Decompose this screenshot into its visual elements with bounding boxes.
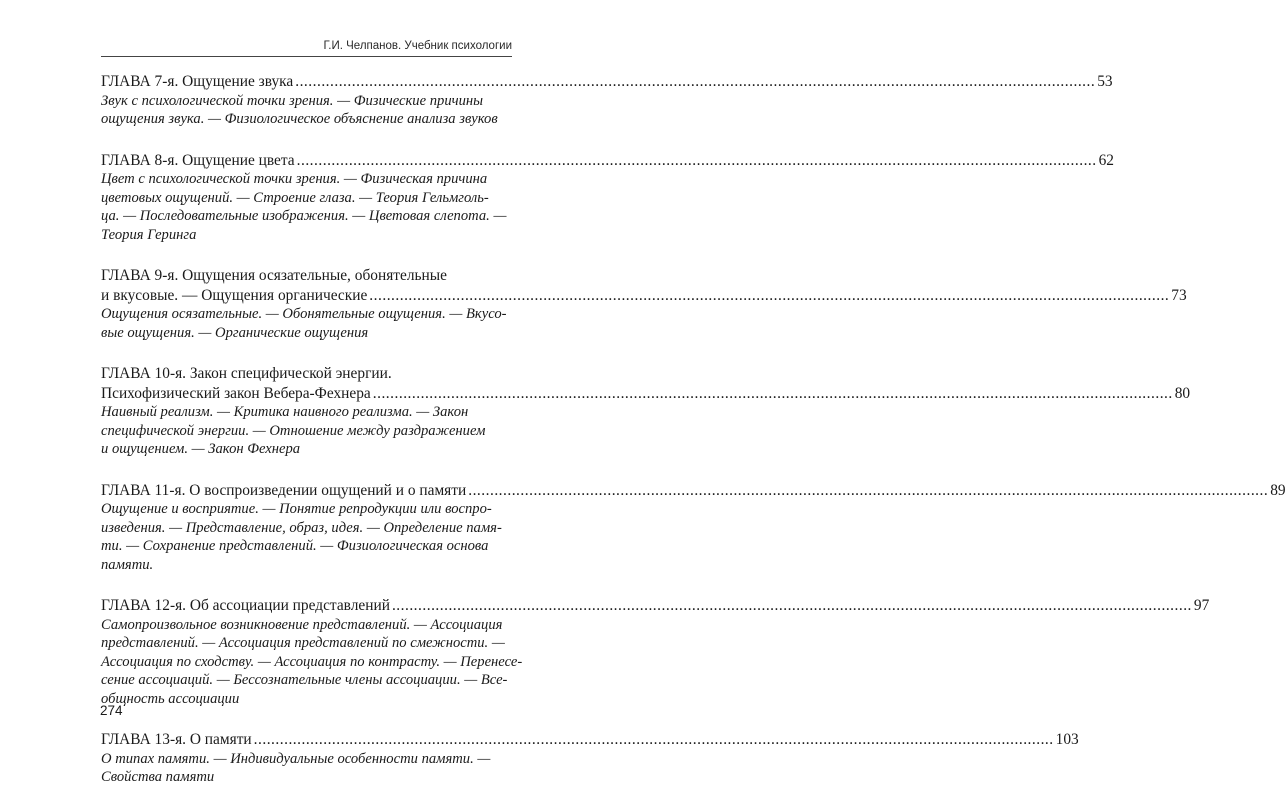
chapter-title — [101, 151, 1114, 171]
toc-entry-chapter-11[interactable] — [101, 481, 1286, 575]
dot-leader: ........................................................................................................................................................................................ — [253, 731, 1054, 748]
toc-entry-chapter-9[interactable] — [101, 266, 1187, 342]
title-line: ГЛАВА 10-я. Закон специфической энергии. — [101, 365, 392, 382]
description-line: памяти. — [101, 556, 154, 573]
description-line: цветовых ощущений. — Строение глаза. — Теория Гельмголь- — [101, 189, 489, 206]
title-line: ГЛАВА 9-я. Ощущения осязательные, обонятельные — [101, 267, 447, 284]
title-leader-line — [101, 286, 1187, 306]
description-line: Ощущение и восприятие. — Понятие репродукции или воспро- — [101, 501, 492, 517]
description-line: Теория Геринга — [101, 226, 197, 243]
dot-leader: ........................................................................................................................................................................................ — [372, 384, 1173, 402]
title-leader-line — [101, 730, 1079, 750]
description-line: специфической энергии. — Отношение между раздражением — [101, 422, 486, 439]
page-ref[interactable]: 80 — [1174, 384, 1191, 402]
toc-entry-chapter-7[interactable] — [101, 72, 1113, 129]
table-of-contents — [101, 72, 1286, 809]
description-line: сение ассоциаций. — Бессознательные члены ассоциации. — Все- — [101, 672, 508, 688]
chapter-title — [101, 364, 1191, 403]
description-line: Цвет с психологической точки зрения. — Физическая причина — [101, 171, 488, 187]
page-number: 274 — [100, 703, 123, 718]
page-ref[interactable]: 97 — [1193, 597, 1210, 614]
chapter-description — [101, 403, 513, 459]
title-line: ГЛАВА 11-я. О воспроизведении ощущений и о памяти — [101, 481, 467, 499]
chapter-description — [101, 750, 513, 787]
title-line: и вкусовые. — Ощущения органические — [101, 286, 368, 304]
chapter-title — [101, 596, 1210, 616]
description-line: и ощущением. — Закон Фехнера — [101, 441, 301, 457]
title-line: ГЛАВА 13-я. О памяти — [101, 731, 252, 748]
chapter-description — [101, 616, 523, 709]
chapter-title — [101, 72, 1113, 92]
page-ref[interactable]: 53 — [1097, 73, 1113, 90]
description-line: общность ассоциации — [101, 690, 240, 707]
chapter-description — [101, 170, 513, 244]
chapter-title — [101, 266, 1187, 305]
description-line: Наивный реализм. — Критика наивного реализма. — Закон — [101, 404, 469, 420]
dot-leader: ........................................................................................................................................................................................ — [296, 151, 1097, 169]
description-line: Свойства памяти — [101, 769, 215, 785]
dot-leader: ........................................................................................................................................................................................ — [295, 73, 1096, 90]
description-line: ти. — Сохранение представлений. — Физиологическая основа — [101, 538, 489, 554]
title-line: Психофизический закон Вебера-Фехнера — [101, 384, 371, 402]
description-line: ца. — Последовательные изображения. — Цветовая слепота. — — [101, 208, 507, 224]
dot-leader: ........................................................................................................................................................................................ — [391, 597, 1192, 614]
title-leader-line — [101, 481, 1286, 501]
title-line: ГЛАВА 7-я. Ощущение звука — [101, 73, 294, 90]
toc-entry-chapter-10[interactable] — [101, 364, 1191, 459]
toc-entry-chapter-13[interactable] — [101, 730, 1079, 787]
description-line: Звук с психологической точки зрения. — Физические причины — [101, 92, 483, 109]
description-line: Ощущения осязательные. — Обонятельные ощущения. — Вкусо- — [101, 306, 507, 322]
toc-entry-chapter-12[interactable] — [101, 596, 1210, 708]
chapter-description — [101, 305, 513, 342]
dot-leader: ........................................................................................................................................................................................ — [369, 286, 1170, 304]
page-ref[interactable]: 103 — [1055, 731, 1079, 748]
title-leader-line — [101, 151, 1114, 171]
chapter-title — [101, 481, 1286, 501]
page-ref[interactable]: 89 — [1270, 481, 1286, 499]
running-head: Г.И. Челпанов. Учебник психологии — [323, 40, 512, 52]
description-line: вые ощущения. — Органические ощущения — [101, 324, 369, 341]
title-leader-line — [101, 596, 1210, 616]
description-line: ощущения звука. — Физиологическое объяснение анализа звуков — [101, 111, 498, 127]
page-ref[interactable]: 73 — [1171, 286, 1187, 304]
toc-entry-chapter-8[interactable] — [101, 151, 1114, 245]
description-line: представлений. — Ассоциация представлений по смежности. — — [101, 635, 505, 651]
title-leader-line — [101, 72, 1113, 92]
description-line: изведения. — Представление, образ, идея. — Определение памя- — [101, 519, 502, 536]
description-line: Самопроизвольное возникновение представлений. — Ассоциация — [101, 616, 503, 633]
chapter-title — [101, 730, 1079, 750]
title-line: ГЛАВА 8-я. Ощущение цвета — [101, 151, 295, 169]
description-line: Ассоциация по сходству. — Ассоциация по контрасту. — Перенесе- — [101, 653, 523, 670]
dot-leader: ........................................................................................................................................................................................ — [468, 481, 1269, 499]
title-line: ГЛАВА 12-я. Об ассоциации представлений — [101, 597, 390, 614]
header-rule — [101, 56, 512, 57]
chapter-description — [101, 92, 513, 129]
title-leader-line — [101, 384, 1191, 404]
chapter-description — [101, 500, 513, 574]
description-line: О типах памяти. — Индивидуальные особенности памяти. — — [101, 750, 491, 767]
page-ref[interactable]: 62 — [1098, 151, 1114, 169]
